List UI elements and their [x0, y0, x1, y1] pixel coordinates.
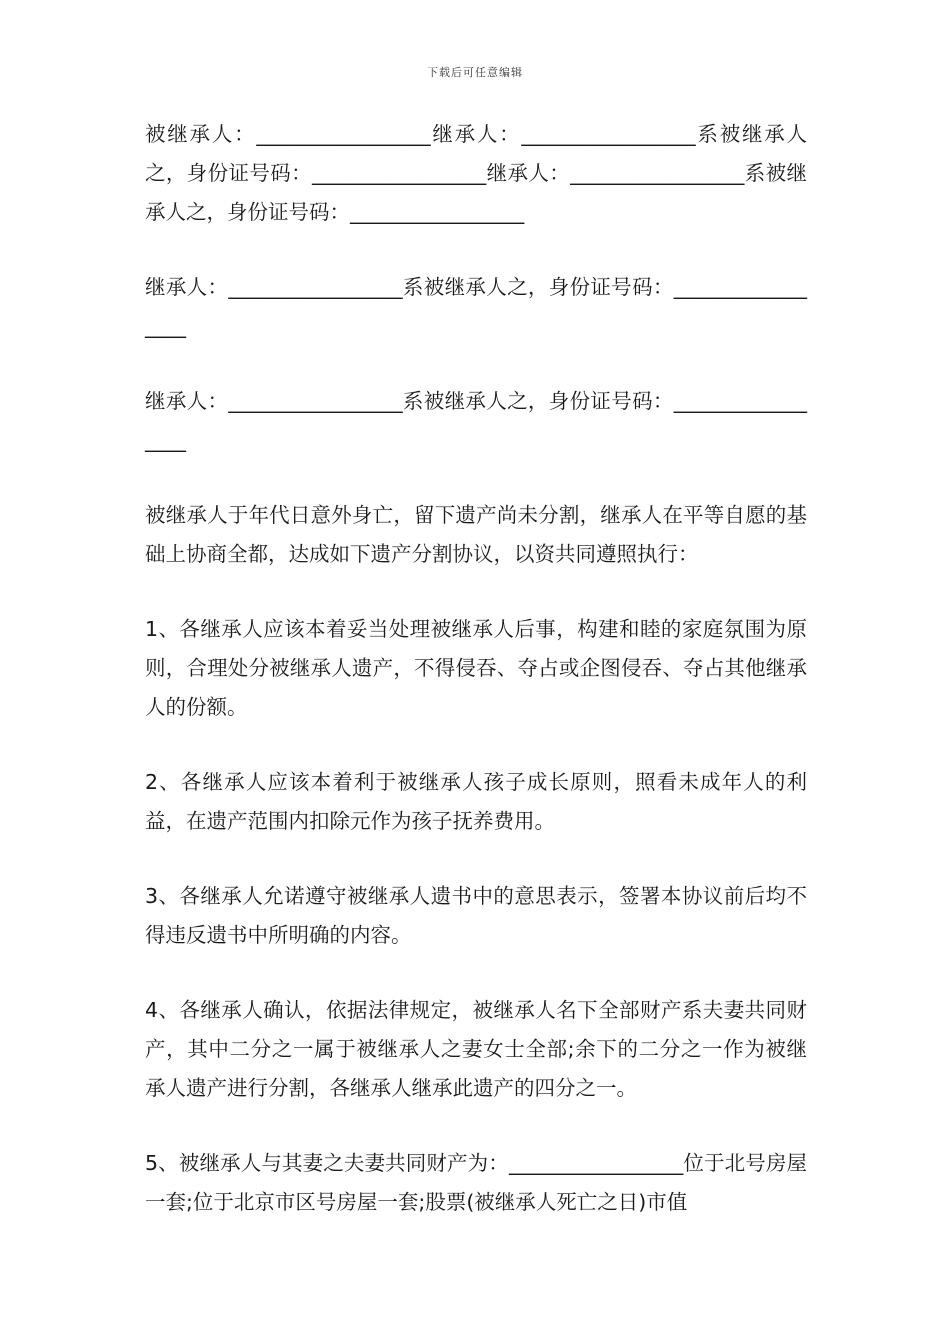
paragraph-clause-1: 1、各继承人应该本着妥当处理被继承人后事，构建和睦的家庭氛围为原则，合理处分被继承人遗产，不得侵吞、夺占或企图侵吞、夺占其他继承人的份额。	[145, 617, 807, 719]
paragraph-heirs-intro: 被继承人：_________________继承人：_________________系被继承人之，身份证号码：_________________继承人：_________________系被继承人之，身份证号码：_________________	[145, 122, 807, 224]
paragraph-clause-4: 4、各继承人确认，依据法律规定，被继承人名下全部财产系夫妻共同财产，其中二分之一属于被继承人之妻女士全部;余下的二分之一作为被继承人遗产进行分割，各继承人继承此遗产的四分之一。	[145, 998, 807, 1100]
document-body	[145, 115, 807, 1222]
paragraph-clause-3: 3、各继承人允诺遵守被继承人遗书中的意思表示，签署本协议前后均不得违反遗书中所明确的内容。	[145, 884, 807, 947]
paragraph-heir-3: 继承人：_________________系被继承人之，身份证号码：_________________	[145, 389, 807, 452]
paragraph-preamble: 被继承人于年代日意外身亡，留下遗产尚未分割，继承人在平等自愿的基础上协商全都，达成如下遗产分割协议，以资共同遵照执行：	[145, 503, 807, 566]
paragraph-heir-2: 继承人：_________________系被继承人之，身份证号码：_________________	[145, 275, 807, 338]
page-header-note: 下载后可任意编辑	[427, 66, 523, 79]
paragraph-clause-2: 2、各继承人应该本着利于被继承人孩子成长原则，照看未成年人的利益，在遗产范围内扣除元作为孩子抚养费用。	[145, 770, 807, 833]
paragraph-clause-5: 5、被继承人与其妻之夫妻共同财产为：_________________位于北号房屋一套;位于北京市区号房屋一套;股票(被继承人死亡之日)市值	[145, 1151, 807, 1214]
